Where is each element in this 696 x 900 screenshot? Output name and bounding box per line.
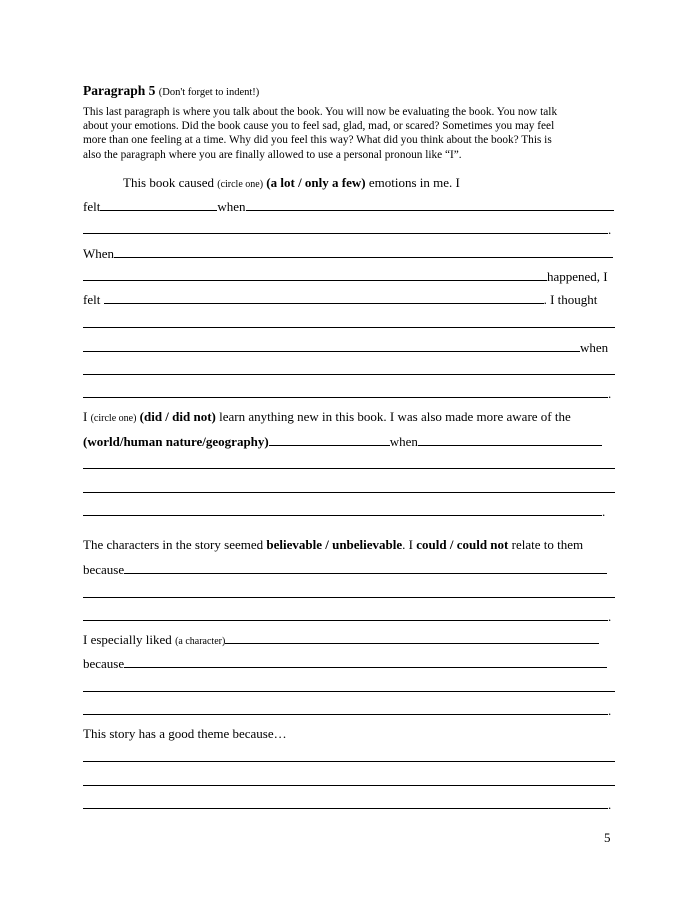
believable-choice: believable / unbelievable xyxy=(266,537,403,552)
learn-prompt: I (circle one) (did / did not) learn anything new in this book. I was also made more aware of the xyxy=(83,409,571,424)
answer-line[interactable] xyxy=(83,678,616,695)
liked-prompt[interactable]: I especially liked (a character) xyxy=(83,630,616,647)
intro-line: This last paragraph is where you talk about the book. You will now be evaluating the book. You now talk xyxy=(83,106,558,118)
answer-line[interactable] xyxy=(83,748,616,765)
intro-text xyxy=(83,105,616,162)
page-number: 5 xyxy=(604,830,611,845)
answer-line-felt-thought[interactable]: felt . I thought xyxy=(83,292,598,307)
answer-line[interactable] xyxy=(83,361,616,378)
answer-line[interactable]: . xyxy=(83,220,616,237)
intro-line: also the paragraph where you are finally allowed to use a personal pronoun like “I”. xyxy=(83,148,462,161)
answer-line[interactable]: . xyxy=(83,795,616,812)
emotions-prompt: This book caused (circle one) (a lot / only a few) emotions in me. I xyxy=(123,175,460,190)
paragraph-title: Paragraph 5 xyxy=(83,83,156,98)
answer-line[interactable] xyxy=(83,314,616,331)
answer-line-when[interactable]: When xyxy=(83,244,616,261)
answer-line-happened[interactable]: happened, I xyxy=(83,267,616,284)
learn-choice: (did / did not) xyxy=(139,409,216,424)
answer-line[interactable]: . xyxy=(83,607,616,624)
answer-line-because2[interactable]: because xyxy=(83,654,616,671)
answer-line-because[interactable]: because xyxy=(83,560,616,577)
answer-line[interactable] xyxy=(83,584,616,601)
answer-line[interactable] xyxy=(83,455,616,472)
answer-line[interactable]: . xyxy=(83,384,616,401)
paragraph-heading xyxy=(83,83,259,99)
answer-line[interactable]: . xyxy=(83,502,616,519)
answer-line[interactable]: . xyxy=(83,701,616,718)
answer-line-aware[interactable]: (world/human nature/geography) when xyxy=(83,432,616,449)
relate-choice: could / could not xyxy=(416,537,509,552)
answer-line-when2[interactable]: when xyxy=(83,338,616,355)
intro-line: about your emotions. Did the book cause you to feel sad, glad, mad, or scared? Sometimes you may feel xyxy=(83,120,555,133)
intro-line: more than one feeling at a time. Why did you feel this way? What did you think about the book? This is xyxy=(83,134,552,147)
theme-prompt: This story has a good theme because… xyxy=(83,726,287,741)
answer-line[interactable] xyxy=(83,479,616,496)
emotions-choice: (a lot / only a few) xyxy=(266,175,366,190)
answer-line[interactable] xyxy=(83,772,616,789)
characters-prompt: The characters in the story seemed believable / unbelievable. I could / could not relate to them xyxy=(83,537,584,552)
aware-choice: (world/human nature/geography) xyxy=(83,434,269,449)
answer-line-felt[interactable]: felt when xyxy=(83,197,616,214)
paragraph-note: (Don't forget to indent!) xyxy=(158,87,260,98)
